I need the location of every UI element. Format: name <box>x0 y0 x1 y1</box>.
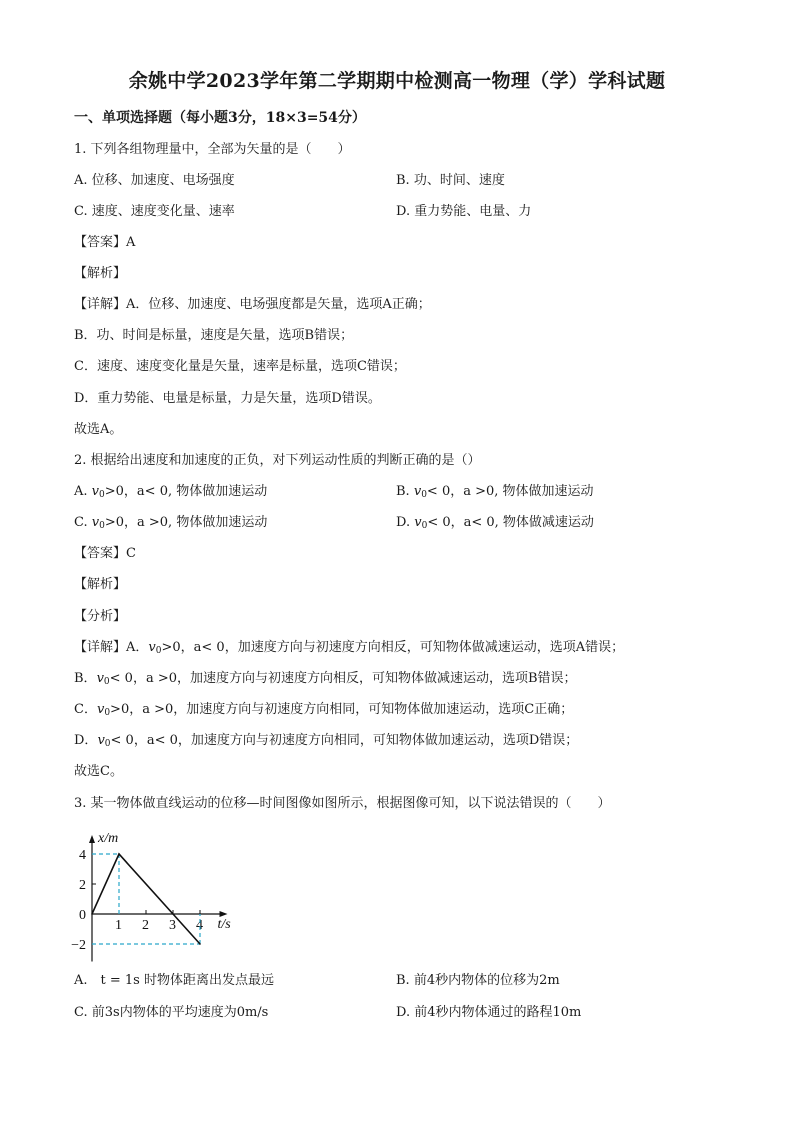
q2-option-a-prefix: A. <box>74 484 92 499</box>
q1-option-c: C. 速度、速度变化量、速率 <box>74 204 235 219</box>
q1-detail-4: D．重力势能、电量是标量，力是矢量，选项D错误。 <box>74 391 381 406</box>
q3-option-c: C. 前3s内物体的平均速度为0m/s <box>74 1005 269 1020</box>
q2-option-c-prefix: C. <box>74 515 92 530</box>
q1-conclusion: 故选A。 <box>74 422 123 437</box>
v0-subscript: 0 <box>104 739 111 749</box>
v0-symbol: v <box>91 515 100 530</box>
q2-option-a-text: >0，a< 0, 物体做加速运动 <box>104 484 268 499</box>
q2-option-d-text: < 0，a< 0, 物体做减速运动 <box>427 515 594 530</box>
q2-analysis-tag: 【解析】 <box>74 577 127 592</box>
q1-detail-3: C．速度、速度变化量是矢量，速率是标量，选项C错误； <box>74 359 406 374</box>
v0-symbol: v <box>96 702 105 717</box>
y-axis-label: x/m <box>98 831 119 846</box>
data-point <box>172 913 174 915</box>
q2-option-b <box>396 483 594 504</box>
q2-option-c-text: >0，a >0, 物体做加速运动 <box>104 515 268 530</box>
data-point <box>199 943 201 945</box>
v0-subscript: 0 <box>103 677 110 687</box>
y-axis-arrow <box>89 835 95 843</box>
q2-stem: 2. 根据给出速度和加速度的正负，对下列运动性质的判断正确的是（） <box>74 453 481 468</box>
page-title: 余姚中学2023学年第二学期期中检测高一物理（学）学科试题 <box>128 70 666 92</box>
q2-option-b-text: < 0，a >0, 物体做加速运动 <box>426 484 594 499</box>
q2-detail-1-text: >0，a< 0，加速度方向与初速度方向相反，可知物体做减速运动，选项A错误； <box>161 640 625 655</box>
q2-conclusion: 故选C。 <box>74 764 123 779</box>
q2-option-d <box>396 514 594 535</box>
v0-subscript: 0 <box>421 521 428 531</box>
q2-detail-3-prefix: C． <box>74 702 97 717</box>
q2-detail-2 <box>74 670 577 691</box>
q3-option-a: A. t = 1s 时物体距离出发点最远 <box>74 973 274 988</box>
v0-symbol: v <box>91 484 100 499</box>
q2-detail-2-text: < 0，a >0，加速度方向与初速度方向相反，可知物体做减速运动，选项B错误； <box>109 671 577 686</box>
q2-detail-2-prefix: B． <box>74 671 97 686</box>
q2-option-c <box>74 514 267 535</box>
q2-option-a <box>74 483 267 504</box>
q2-detail-4-text: < 0，a< 0，加速度方向与初速度方向相同，可知物体做加速运动，选项D错误； <box>110 733 579 748</box>
q1-detail-1: 【详解】A．位移、加速度、电场强度都是矢量，选项A正确； <box>74 297 431 312</box>
q3-option-b: B. 前4秒内物体的位移为2m <box>396 973 560 988</box>
v0-subscript: 0 <box>99 490 105 500</box>
v0-subscript: 0 <box>421 490 427 500</box>
y-tick-label: 2 <box>79 878 86 893</box>
q2-answer: 【答案】C <box>74 546 136 561</box>
x-axis-label: t/s <box>217 917 231 932</box>
q2-detail-3-text: >0，a >0，加速度方向与初速度方向相同，可知物体做加速运动，选项C正确； <box>110 702 574 717</box>
q2-option-b-prefix: B. <box>396 484 414 499</box>
v0-symbol: v <box>414 515 422 530</box>
v0-symbol: v <box>97 733 105 748</box>
x-tick-label: 2 <box>142 918 149 933</box>
data-point <box>118 853 120 855</box>
q2-fenxi-tag: 【分析】 <box>74 609 127 624</box>
q1-option-a: A. 位移、加速度、电场强度 <box>74 173 235 188</box>
q2-detail-1-prefix: 【详解】A． <box>74 640 149 655</box>
q3-option-d: D. 前4秒内物体通过的路程10m <box>396 1005 582 1020</box>
y-tick-label: 0 <box>79 908 86 923</box>
q1-analysis-tag: 【解析】 <box>74 266 127 281</box>
q1-answer: 【答案】A <box>74 235 136 250</box>
y-tick-label: −2 <box>71 938 86 953</box>
x-tick-label: 1 <box>115 918 122 933</box>
q2-detail-3 <box>74 701 573 722</box>
q1-stem: 1. 下列各组物理量中，全部为矢量的是（ ） <box>74 142 351 157</box>
v0-subscript: 0 <box>104 708 111 718</box>
q1-option-d: D. 重力势能、电量、力 <box>396 204 532 219</box>
position-time-graph <box>66 818 246 968</box>
q1-detail-2: B．功、时间是标量，速度是矢量，选项B错误； <box>74 328 354 343</box>
v0-symbol: v <box>148 640 156 655</box>
x-tick-label: 4 <box>196 918 203 933</box>
x-tick-label: 3 <box>169 918 176 933</box>
data-point <box>91 913 93 915</box>
q3-stem: 3. 某一物体做直线运动的位移—时间图像如图所示，根据图像可知，以下说法错误的（ ） <box>74 796 611 811</box>
v0-subscript: 0 <box>155 646 162 656</box>
q2-detail-1 <box>74 639 624 660</box>
v0-symbol: v <box>96 671 104 686</box>
q2-detail-4 <box>74 732 578 753</box>
y-tick-label: 4 <box>79 848 86 863</box>
q1-option-b: B. 功、时间、速度 <box>396 173 505 188</box>
v0-symbol: v <box>413 484 422 499</box>
v0-subscript: 0 <box>99 521 105 531</box>
section-heading: 一、单项选择题（每小题3分，18×3=54分） <box>74 110 366 126</box>
q2-detail-4-prefix: D． <box>74 733 98 748</box>
q2-option-d-prefix: D. <box>396 515 415 530</box>
